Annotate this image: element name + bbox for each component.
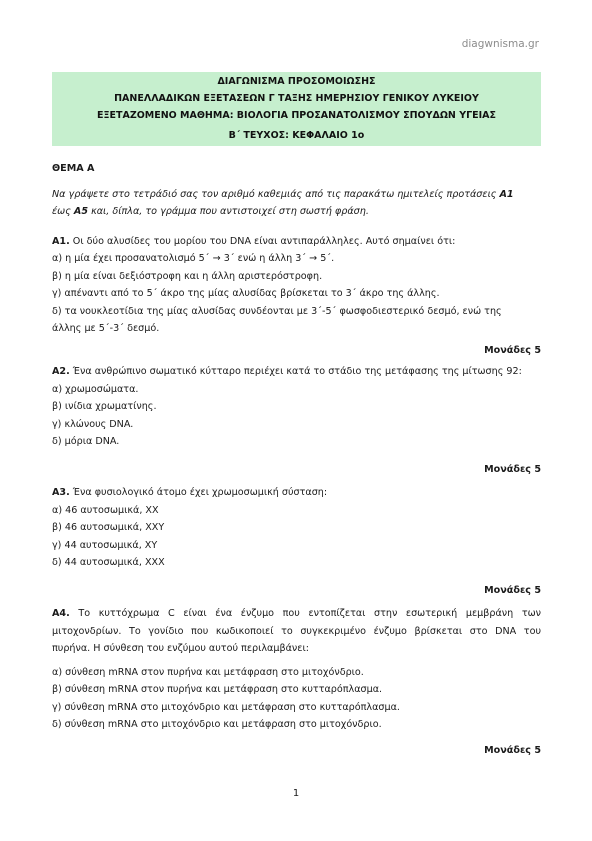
option-d-continued: άλλης με 5΄-3΄ δεσμό. [52,323,160,334]
question-text: Ένα φυσιολογικό άτομο έχει χρωμοσωμική σύσταση: [69,487,328,498]
option-a: α) η μία έχει προσανατολισμό 5΄ → 3΄ ενώ η άλλη 3΄ → 5΄. [52,253,335,264]
question-a4-stem-line-1 [52,605,541,623]
question-a4-stem-line-3: πυρήνα. Η σύνθεση του ενζύμου αυτού περιλαμβάνει: [52,643,309,654]
header-subject: ΕΞΕΤΑΖΟΜΕΝΟ ΜΑΘΗΜΑ: ΒΙΟΛΟΓΙΑ ΠΡΟΣΑΝΑΤΟΛΙΣΜΟΥ ΣΠΟΥΔΩΝ ΥΓΕΙΑΣ [97,110,496,121]
option-d: δ) σύνθεση mRNA στο μιτοχόνδριο και μετάφραση στο μιτοχόνδριο. [52,719,382,730]
question-number: Α4. [52,608,70,619]
option-c: γ) απέναντι από το 5΄ άκρο της μίας αλυσίδας βρίσκεται το 3΄ άκρο της άλλης. [52,288,440,299]
instructions-text: Να γράψετε στο τετράδιό σας τον αριθμό καθεμιάς από τις παρακάτω ημιτελείς προτάσεις [52,188,500,200]
question-a3-stem [52,484,541,502]
marks-label: Μονάδες 5 [484,463,541,475]
option-b: β) 46 αυτοσωμικά, ΧΧΥ [52,522,165,533]
question-number: Α2. [52,366,70,377]
option-d: δ) μόρια DNA. [52,436,120,447]
option-d: δ) 44 αυτοσωμικά, ΧΧΧ [52,557,165,568]
question-text: Οι δύο αλυσίδες του μορίου του DNA είναι αντιπαράλληλες. Αυτό σημαίνει ότι: [69,235,456,247]
page-number: 1 [292,788,300,799]
header-exam-type: ΠΑΝΕΛΛΑΔΙΚΩΝ ΕΞΕΤΑΣΕΩΝ Γ ΤΑΞΗΣ ΗΜΕΡΗΣΙΟΥ ΓΕΝΙΚΟΥ ΛΥΚΕΙΟΥ [114,93,479,104]
option-a: α) 46 αυτοσωμικά, ΧΧ [52,504,159,516]
option-d: δ) τα νουκλεοτίδια της μίας αλυσίδας συνδέονται με 3΄-5΄ φωσφοδιεστερικό δεσμό, ενώ της [52,305,502,317]
section-title: ΘΕΜΑ Α [52,163,95,174]
option-b: β) σύνθεση mRNA στον πυρήνα και μετάφραση στο κυτταρόπλασμα. [52,684,383,695]
marks-label: Μονάδες 5 [484,344,541,356]
instructions-ref-a1: Α1 [499,188,514,200]
option-c: γ) σύνθεση mRNA στο μιτοχόνδριο και μετάφραση στο κυτταρόπλασμα. [52,701,400,713]
instructions-line-1 [52,186,541,204]
header-volume-chapter: Β΄ ΤΕΥΧΟΣ: ΚΕΦΑΛΑΙΟ 1ο [228,130,365,141]
option-b: β) η μία είναι δεξιόστροφη και η άλλη αριστερόστροφη. [52,270,323,282]
instructions-text: και, δίπλα, το γράμμα που αντιστοιχεί στη σωστή φράση. [88,206,369,217]
option-a: α) σύνθεση mRNA στον πυρήνα και μετάφραση στο μιτοχόνδριο. [52,666,364,678]
marks-label: Μονάδες 5 [484,584,541,596]
question-number: Α1. [52,235,70,247]
question-text: Ένα ανθρώπινο σωματικό κύτταρο περιέχει κατά το στάδιο της μετάφασης της μίτωσης 92: [69,366,522,377]
option-a: α) χρωμοσώματα. [52,383,139,395]
header-title: ΔΙΑΓΩΝΙΣΜΑ ΠΡΟΣΟΜΟΙΩΣΗΣ [217,76,376,87]
question-a2-stem [52,363,541,381]
question-text: Το κυττόχρωμα C είναι ένα ένζυμο που εντοπίζεται στην εσωτερική μεμβράνη των [69,608,541,619]
option-b: β) ινίδια χρωματίνης. [52,401,157,412]
marks-label: Μονάδες 5 [484,744,541,756]
site-watermark: diagwnisma.gr [461,38,539,50]
option-c: γ) κλώνους DNA. [52,418,134,430]
question-a1-stem [52,233,541,251]
question-a4-stem-line-2: μιτοχονδρίων. Το γονίδιο που κωδικοποιεί το συγκεκριμένο ένζυμο βρίσκεται στο DNA του [52,625,541,637]
exam-content [52,160,541,759]
instructions-text: έως [52,206,74,217]
instructions-line-2 [52,203,541,221]
question-number: Α3. [52,487,70,498]
exam-header-banner [52,72,541,146]
option-c: γ) 44 αυτοσωμικά, ΧΥ [52,539,158,551]
instructions-ref-a5: Α5 [73,206,89,217]
